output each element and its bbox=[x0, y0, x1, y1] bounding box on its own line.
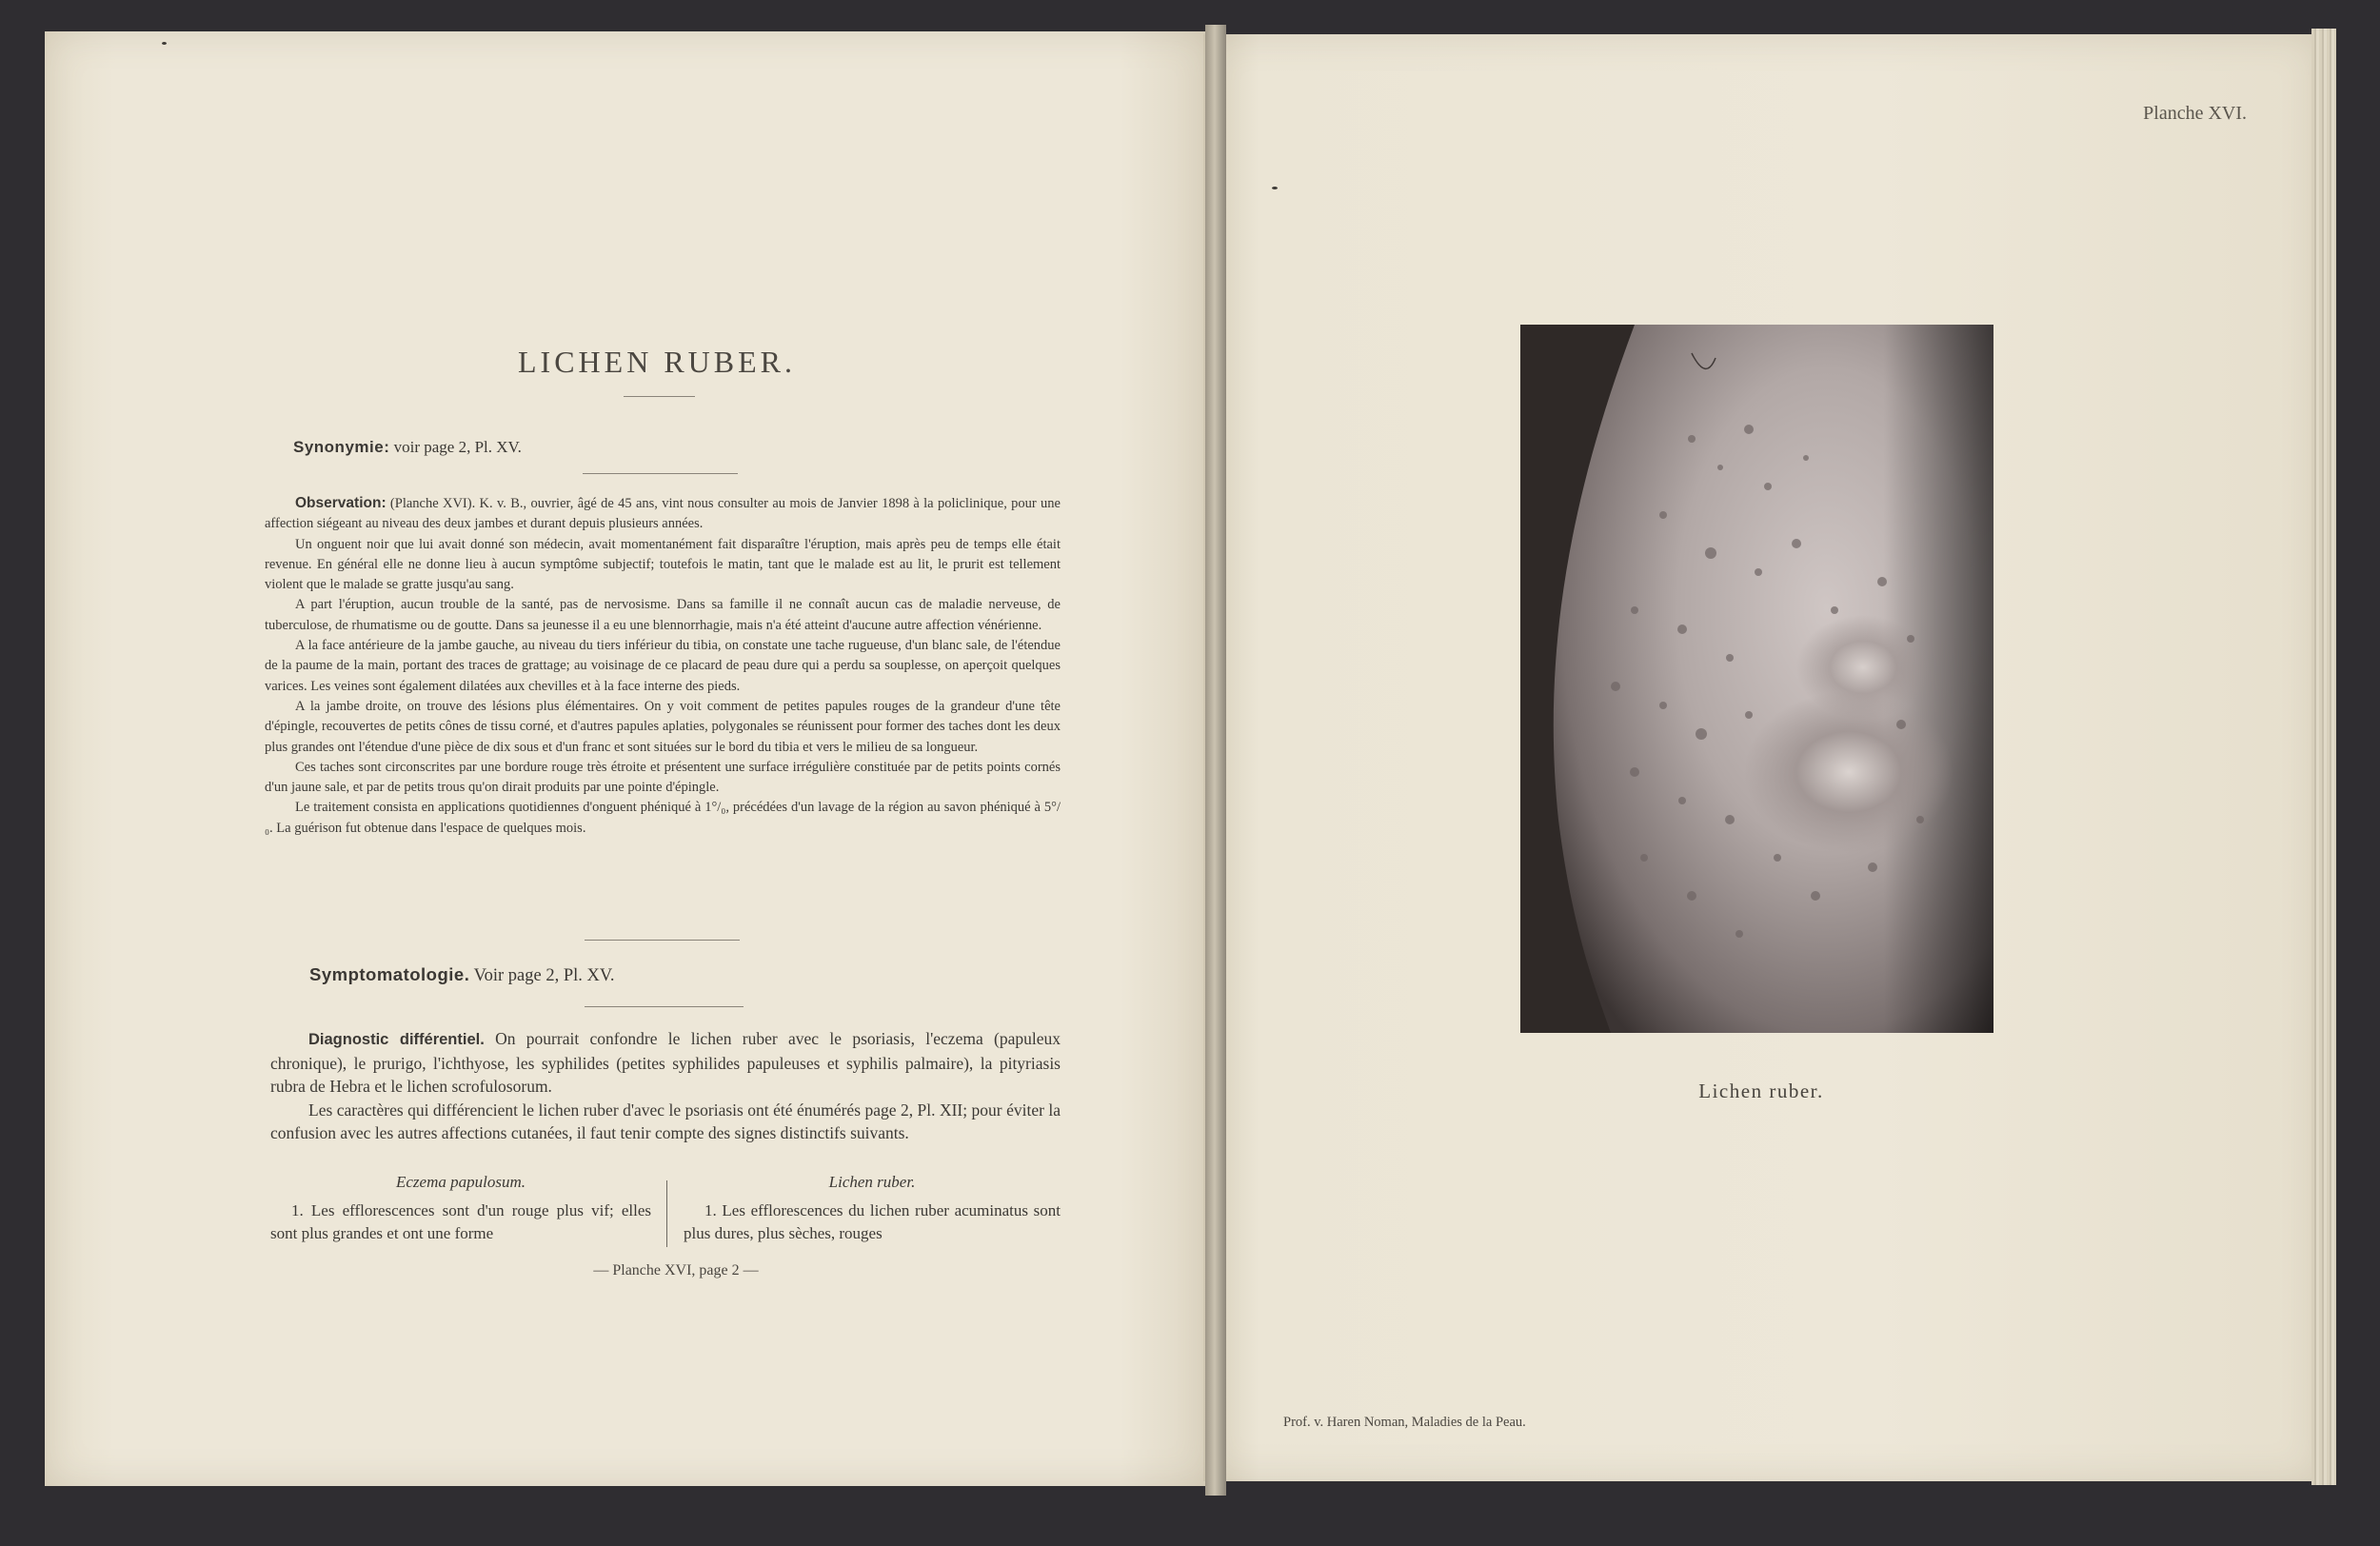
column-text: 1. Les efflorescences du lichen ruber acuminatus sont plus dures, plus sèches, rouges bbox=[684, 1201, 1061, 1242]
diagnostic-paragraph: Diagnostic différentiel. On pourrait confondre le lichen ruber avec le psoriasis, l'eczema (papuleux chronique), le prurigo, l'ichthyose, les syphilides (petites syphilides papuleuses et syphilis palmaire), la pityriasis rubra de Hebra et le lichen scrofulosorum. bbox=[270, 1029, 1061, 1096]
diagnostic-label: Diagnostic différentiel. bbox=[308, 1031, 485, 1048]
plate-number: Planche XVI. bbox=[2143, 103, 2247, 124]
publication-credit: Prof. v. Haren Noman, Maladies de la Peau. bbox=[1283, 1415, 1526, 1430]
diagnostic-paragraph: Les caractères qui différencient le lichen ruber d'avec le psoriasis ont été énumérés page 2, Pl. XII; pour éviter la confusion avec les autres affections cutanées, il faut tenir compte des signes distinctifs suivants. bbox=[270, 1100, 1061, 1142]
paper-speck bbox=[162, 42, 167, 45]
comparison-right-column bbox=[684, 1171, 1061, 1245]
clinical-photograph bbox=[1520, 325, 1993, 1033]
observation-paragraph: A la face antérieure de la jambe gauche, au niveau du tiers inférieur du tibia, on constate une tache rugueuse, d'un blanc sale, de l'étendue de la paume de la main, portant des traces de grattage; au voisinage de ce placard de peau dure qui a perdu sa souplesse, on aperçoit quelques varices. Les veines sont également dilatées aux chevilles et à la face interne des pieds. bbox=[265, 638, 1061, 694]
synonymie-label: Synonymie: bbox=[293, 438, 390, 456]
symptomatologie-heading bbox=[309, 964, 615, 986]
observation-paragraph: Un onguent noir que lui avait donné son médecin, avait momentanément fait disparaître l'éruption, mais après peu de temps elle était revenue. En général elle ne donne lieu à aucun symptôme subjectif; toutefois le matin, tant que le malade est au lit, le prurit est tellement violent que le malade se gratte jusqu'au sang. bbox=[265, 536, 1061, 593]
symptomatologie-text: Voir page 2, Pl. XV. bbox=[469, 966, 615, 985]
photo-caption: Lichen ruber. bbox=[1698, 1080, 1824, 1102]
observation-paragraph: Ces taches sont circonscrites par une bordure rouge très étroite et présentent une surface irrégulière constituée par de petits points cornés d'un jaune sale, et par de petits trous qu'on dirait produits par une pointe d'épingle. bbox=[265, 759, 1061, 796]
book-gutter bbox=[1205, 25, 1226, 1496]
synonymie-heading bbox=[293, 438, 522, 457]
column-divider bbox=[666, 1180, 667, 1247]
paper-speck bbox=[1272, 187, 1278, 189]
column-heading: Lichen ruber. bbox=[828, 1173, 916, 1191]
observation-paragraph: Le traitement consista en applications quotidiennes d'onguent phéniqué à 1°/₀, précédées d'un lavage de la région au savon phéniqué à 5°/₀. La guérison fut obtenue dans l'espace de quelques mois. bbox=[265, 800, 1061, 836]
symptomatologie-label: Symptomatologie. bbox=[309, 964, 470, 984]
title-divider bbox=[624, 396, 695, 397]
column-text: 1. Les efflorescences sont d'un rouge plus vif; elles sont plus grandes et ont une forme bbox=[270, 1201, 651, 1242]
section-divider bbox=[585, 1006, 744, 1007]
observation-paragraph: Observation: (Planche XVI). K. v. B., ouvrier, âgé de 45 ans, vint nous consulter au mois de Janvier 1898 à la policlinique, pour une affection siégeant au niveau des deux jambes et durant depuis plusieurs années. bbox=[265, 495, 1061, 532]
observation-paragraph: A part l'éruption, aucun trouble de la santé, pas de nervosisme. Dans sa famille il ne connaît aucun cas de maladie nerveuse, de tuberculose, de rhumatisme ou de goutte. Dans sa jeunesse il a eu une blennorrhagie, mais n'a été atteint d'aucune autre affection vénérienne. bbox=[265, 597, 1061, 633]
section-divider bbox=[585, 940, 740, 941]
section-divider bbox=[583, 473, 738, 474]
skin-photo-icon bbox=[1520, 325, 1993, 1033]
page-stack-edge bbox=[2311, 29, 2336, 1485]
synonymie-text: voir page 2, Pl. XV. bbox=[389, 438, 522, 456]
page-title: LICHEN RUBER. bbox=[518, 345, 796, 379]
page-footer: — Planche XVI, page 2 — bbox=[593, 1262, 759, 1278]
observation-paragraph: A la jambe droite, on trouve des lésions plus élémentaires. On y voit comment de petites papules rouges de la grandeur d'une tête d'épingle, recouvertes de petits cônes de tissu corné, et d'autres papules aplaties, polygonales se réunissent pour former des taches dont les deux plus grandes ont l'étendue d'une pièce de dix sous et d'un franc et sont situées sur le bord du tibia et vers le milieu de sa longueur. bbox=[265, 698, 1061, 755]
observation-section bbox=[265, 493, 1061, 839]
diagnostic-section bbox=[270, 1027, 1061, 1145]
observation-label: Observation: bbox=[295, 495, 387, 511]
column-heading: Eczema papulosum. bbox=[396, 1173, 526, 1191]
comparison-left-column bbox=[270, 1171, 651, 1245]
